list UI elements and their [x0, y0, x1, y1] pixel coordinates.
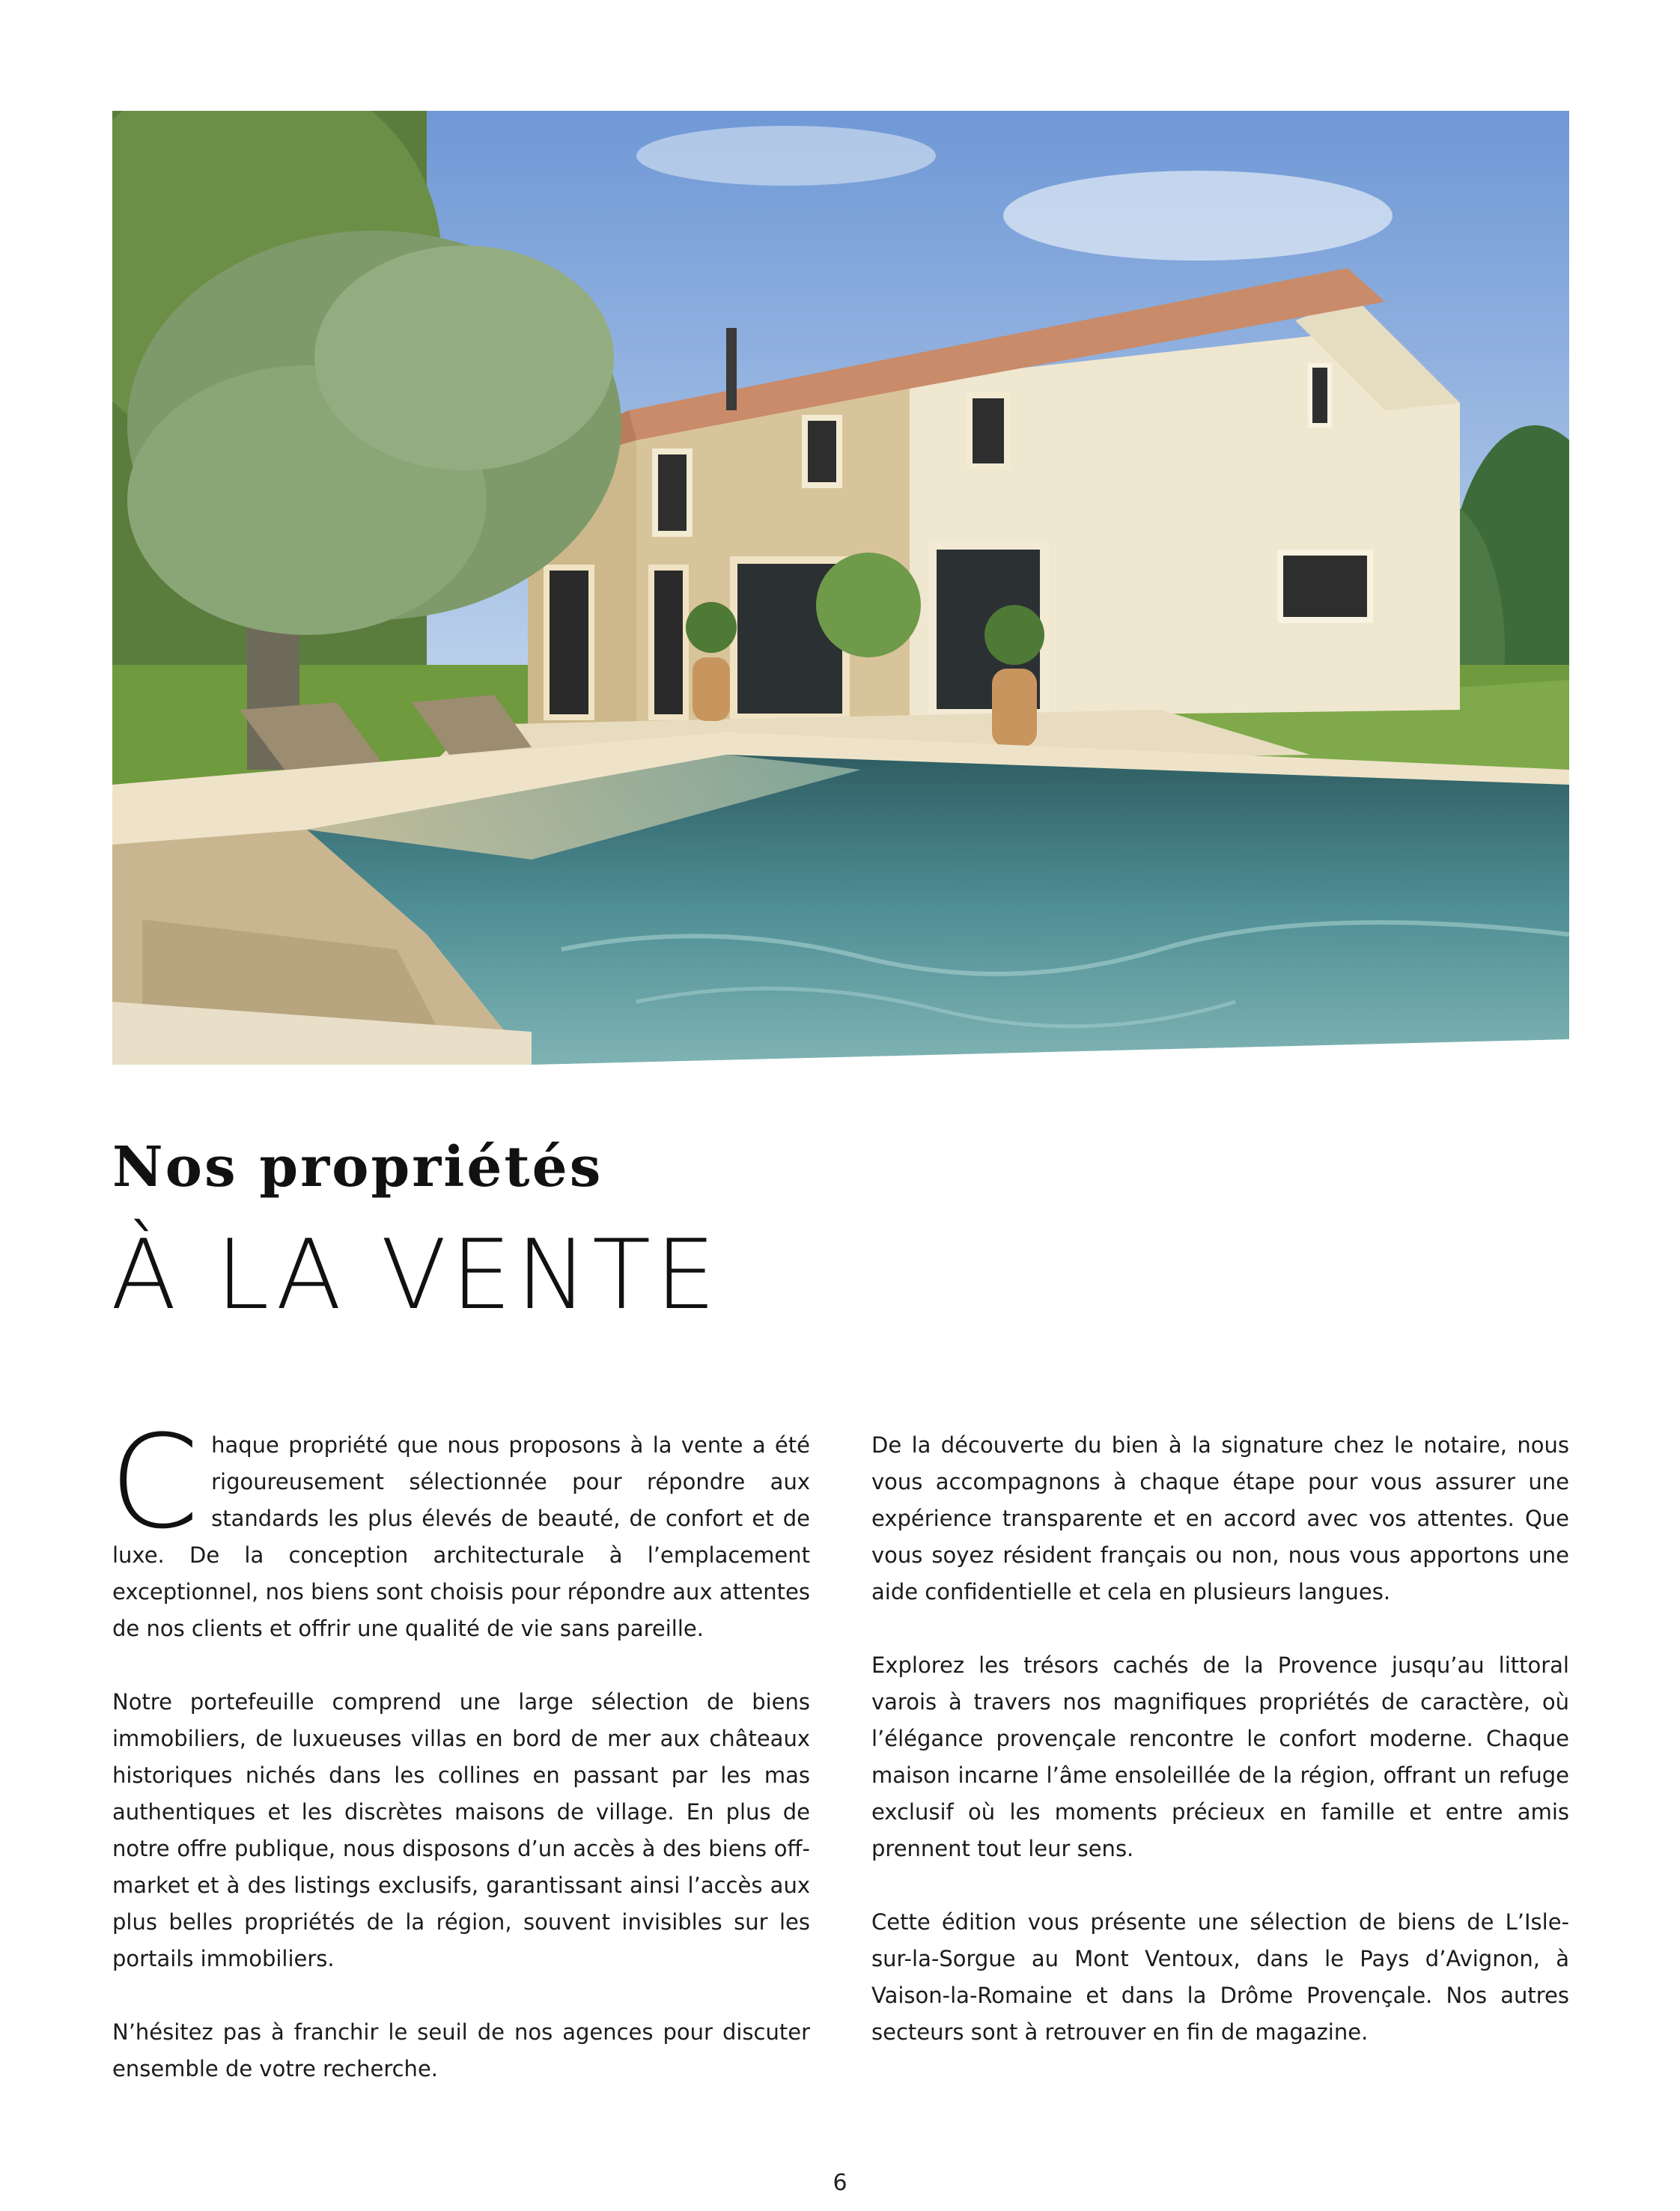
- article-paragraph: [109, 1407, 810, 1647]
- dropcap-letter: C: [109, 1407, 200, 1557]
- article-paragraph: Cette édition vous présente une sélection de biens de L’Isle-sur-la-Sorgue au Mont Ventoux, dans le Pays d’Avignon, à Vaison-la-Romaine et dans la Drôme Provençale. Nos autres secteurs sont à retrouver en fin de magazine.: [871, 1909, 1569, 2045]
- page-title: Nos propriétés: [112, 1135, 603, 1199]
- article-paragraph: De la découverte du bien à la signature chez le notaire, nous vous accompagnons à chaque étape pour vous assurer une expérience transparente et en accord avec vos attentes. Que vous soyez résident français ou non, nous vous apportons une aide confidentielle et cela en plusieurs langues.: [871, 1432, 1569, 1605]
- page-subtitle: À LA VENTE: [111, 1220, 720, 1331]
- article-paragraph: N’hésitez pas à franchir le seuil de nos agences pour discuter ensemble de votre recherche.: [112, 2019, 810, 2081]
- article-right-column: [871, 1427, 1569, 2087]
- page-number: 6: [833, 2170, 847, 2196]
- provencal-stone-house-with-pool-photo: [112, 111, 1569, 1065]
- article-paragraph: Notre portefeuille comprend une large sélection de biens immobiliers, de luxueuses villas en bord de mer aux châteaux historiques nichés dans les collines en passant par les mas authentiques et les discrètes maisons de village. En plus de notre offre publique, nous disposons d’un accès à des biens off-market et à des listings exclusifs, garantissant ainsi l’accès aux plus belles propriétés de la région, souvent invisibles sur les portails immobiliers.: [112, 1689, 810, 1971]
- hero-photo: [112, 111, 1569, 1065]
- article-paragraph-text: haque propriété que nous proposons à la vente a été rigoureusement sélectionnée pour répondre aux standards les plus élevés de beauté, de confort et de luxe. De la conception architecturale à l’emplacement exceptionnel, nos biens sont choisis pour répondre aux attentes de nos clients et offrir une qualité de vie sans pareille.: [112, 1432, 810, 1641]
- article-left-column: [109, 1407, 810, 2124]
- article-paragraph: Explorez les trésors cachés de la Provence jusqu’au littoral varois à travers nos magnifiques propriétés de caractère, où l’élégance provençale rencontre le confort moderne. Chaque maison incarne l’âme ensoleillée de la région, offrant un refuge exclusif où les moments précieux en famille et entre amis prennent tout leur sens.: [871, 1652, 1569, 1861]
